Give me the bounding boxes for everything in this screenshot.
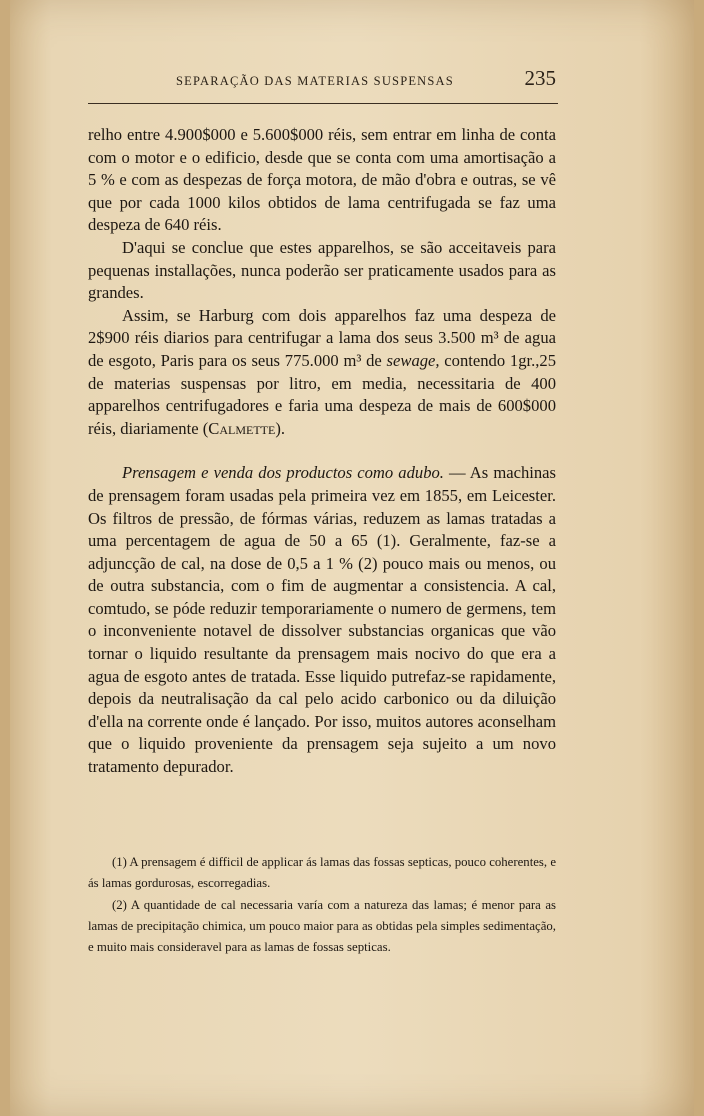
body-text [88,124,556,779]
paragraph-3-text-a: Assim, se Harburg com dois apparelhos faz uma despeza de 2$900 réis diarios para centrifugar a lama dos seus 3.500 m³ de agua de esgoto, Paris para os seus 775.000 m³ de [88,305,556,370]
page-number: 235 [524,66,556,90]
page-header [88,66,556,91]
paragraph-3-text-c: ). [275,418,285,438]
paragraph-3-text-b: contendo 1gr.,25 de materias suspensas por litro, em media, necessitaria de 400 apparelhos centrifugadores e faria uma despeza de mais de 600$000 réis, diariamente ( [88,350,556,438]
sewage-term: sewage, [386,350,440,370]
paragraph-1: relho entre 4.900$000 e 5.600$000 réis, sem entrar em linha de conta com o motor e o edificio, desde que se conta com uma amortisação a 5 % e com as despezas de força motora, de mão d'obra e outras, se vê que por cada 1000 kilos obtidos de lama centrifugada se faz uma despeza de 640 réis. [88,125,556,235]
footnote-1: (1) A prensagem é difficil de applicar ás lamas das fossas septicas, pouco coherentes, e ás lamas gordurosas, escorregadias. [88,855,556,891]
paragraph-4-text: — As machinas de prensagem foram usadas pela primeira vez em 1855, em Leicester. Os filtros de pressão, de fórmas várias, reduzem as lamas tratadas a uma percentagem de agua de 50 a 65 (1). Geralmente, faz-se a adjuncção de cal, na dose de 0,5 a 1 % (2) pouco mais ou menos, ou de outra substancia, com o fim de augmentar a consistencia. A cal, comtudo, se póde reduzir temporariamente o numero de germens, tem o inconveniente notavel de dissolver substancias organicas que vão tornar o liquido resultante da prensagem mais nocivo do que era a agua de esgoto antes de tratada. Esse liquido putrefaz-se rapidamente, depois da neutralisação da cal pelo acido carbonico ou da diluição d'ella na corrente onde é lançado. Por isso, muitos autores aconselham que o liquido proveniente da prensagem seja sujeito a um novo tratamento depurador. [88,463,556,777]
paragraph-3 [88,305,556,441]
author-citation: Calmette [208,418,276,438]
section-heading: Prensagem e venda dos productos como adubo. [122,463,444,483]
paragraph-2: D'aqui se conclue que estes apparelhos, se são acceitaveis para pequenas installações, nunca poderão ser praticamente usados para as grandes. [88,237,556,303]
running-head: SEPARAÇÃO DAS MATERIAS SUSPENSAS [176,74,454,88]
header-rule [88,103,558,104]
footnotes [88,852,556,958]
paragraph-4 [88,462,556,778]
book-page [10,0,694,1116]
footnote-2: (2) A quantidade de cal necessaria varía com a natureza das lamas; é menor para as lamas de precipitação chimica, um pouco maior para as obtidas pela simples sedimentação, e muito mais consideravel para as lamas de fossas septicas. [88,897,556,955]
